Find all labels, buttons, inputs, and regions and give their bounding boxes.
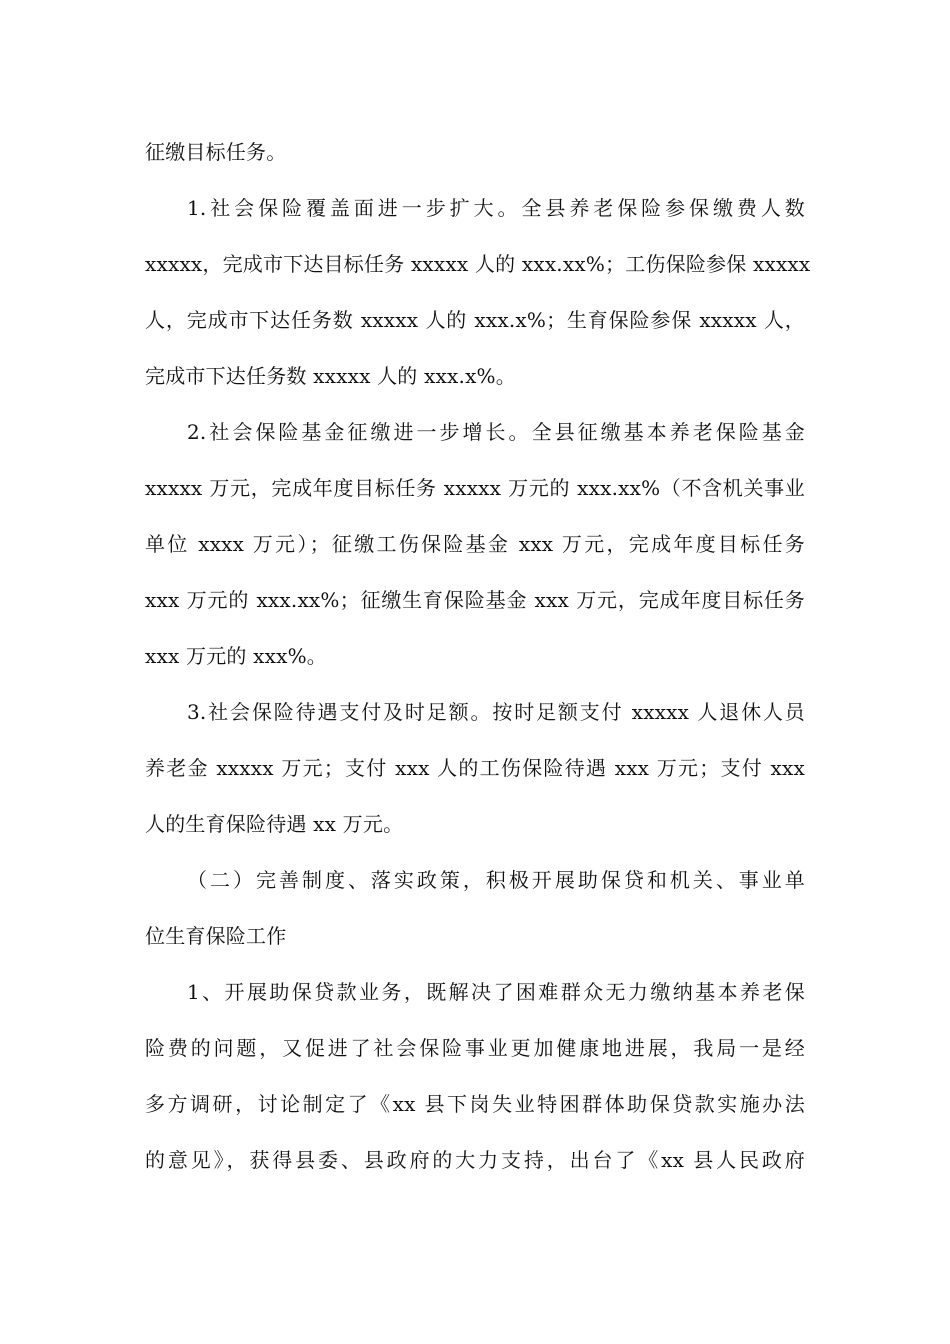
text-line: 1.社会保险覆盖面进一步扩大。全县养老保险参保缴费人数 [187,196,805,220]
text-line: 1、开展助保贷款业务，既解决了困难群众无力缴纳基本养老保 [187,980,805,1004]
text-line: xxx 万元的 xxx.xx%；征缴生育保险基金 xxx 万元，完成年度目标任务 [145,588,805,612]
section-heading-line: 位生育保险工作 [145,924,287,948]
text-line: xxxxx 万元，完成年度目标任务 xxxxx 万元的 xxx.xx%（不含机关事业 [145,476,805,500]
text-line: 2.社会保险基金征缴进一步增长。全县征缴基本养老保险基金 [187,420,805,444]
text-line: 3.社会保险待遇支付及时足额。按时足额支付 xxxxx 人退休人员 [187,700,805,724]
text-line: 险费的问题，又促进了社会保险事业更加健康地进展，我局一是经 [145,1036,805,1060]
text-line: 人的生育保险待遇 xx 万元。 [145,812,404,836]
text-line: 单位 xxxx 万元）；征缴工伤保险基金 xxx 万元，完成年度目标任务 [145,532,805,556]
text-line: 人，完成市下达任务数 xxxxx 人的 xxx.x%；生育保险参保 xxxxx 人， [145,308,805,332]
text-line: 的意见》，获得县委、县政府的大力支持，出台了《xx 县人民政府 [145,1148,805,1172]
text-line: 征缴目标任务。 [145,140,287,164]
text-line: 养老金 xxxxx 万元；支付 xxx 人的工伤保险待遇 xxx 万元；支付 xxx [145,756,805,780]
text-line: xxx 万元的 xxx%。 [145,644,327,668]
text-line: 多方调研，讨论制定了《xx 县下岗失业特困群体助保贷款实施办法 [145,1092,805,1116]
text-line: 完成市下达任务数 xxxxx 人的 xxx.x%。 [145,364,516,388]
section-heading-line: （二）完善制度、落实政策，积极开展助保贷和机关、事业单 [187,868,805,892]
text-line: xxxxx，完成市下达目标任务 xxxxx 人的 xxx.xx%；工伤保险参保 xxxxx [145,252,811,276]
